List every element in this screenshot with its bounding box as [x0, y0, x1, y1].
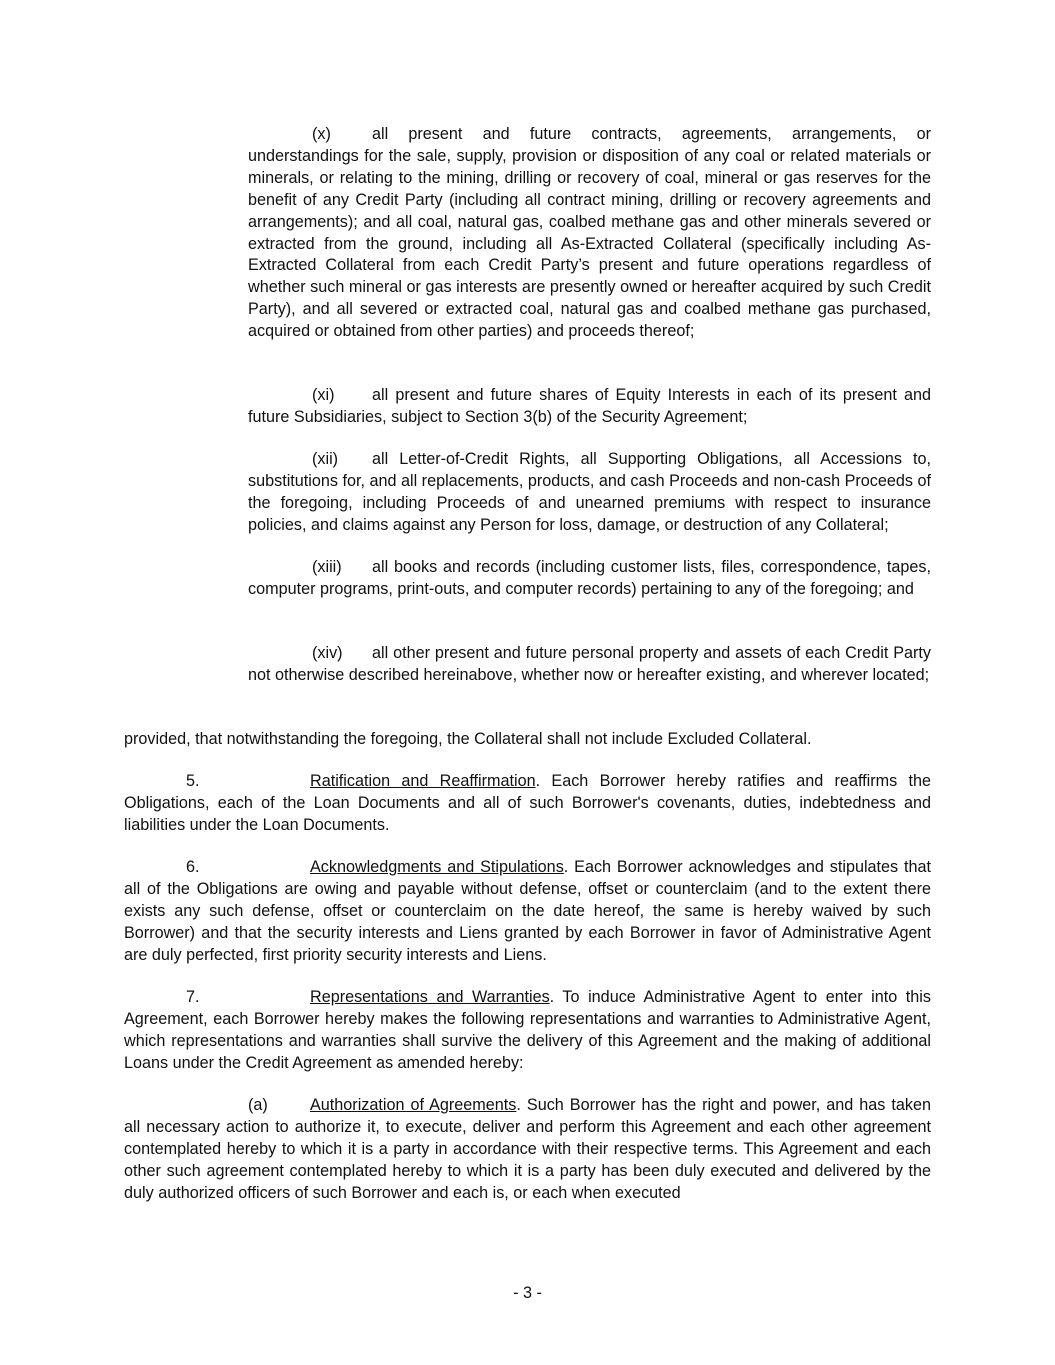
clause-text: all books and records (including customer lists, files, correspondence, tapes, computer programs, print-outs, and computer records) pertaining to any of the foregoing; and [248, 558, 931, 598]
clause-label: (xi) [312, 386, 335, 404]
section-number: 6. [186, 858, 200, 876]
clause-xiii [248, 557, 931, 601]
clause-label: (xiv) [312, 644, 343, 662]
clause-text: all other present and future personal property and assets of each Credit Party not otherwise described hereinabove, whether now or hereafter existing, and wherever located; [248, 644, 931, 684]
clause-text: all Letter-of-Credit Rights, all Supporting Obligations, all Accessions to, substitutions for, and all replacements, products, and cash Proceeds and non-cash Proceeds of the foregoing, including Proceeds of and unearned premiums with respect to insurance policies, and claims against any Person for loss, damage, or destruction of any Collateral; [248, 450, 931, 534]
section-5 [124, 771, 931, 837]
clause-xi [248, 385, 931, 429]
clause-label: (xiii) [312, 558, 342, 576]
section-heading: Acknowledgments and Stipulations [310, 858, 564, 876]
subsection-text: . Such Borrower has the right and power, and has taken all necessary action to authorize it, to execute, deliver and perform this Agreement and each other agreement contemplated hereby to which it is a party in accordance with their respective terms. This Agreement and each other such agreement contemplated hereby to which it is a party has been duly executed and delivered by the duly authorized officers of such Borrower and each is, or each when executed [124, 1096, 931, 1202]
clause-xiv [248, 643, 931, 687]
subsection-label: (a) [248, 1096, 268, 1114]
section-text: . Each Borrower acknowledges and stipulates that all of the Obligations are owing and payable without defense, offset or counterclaim (and to the extent there exists any such defense, offset or counterclaim on the date hereof, the same is hereby waived by such Borrower) and that the security interests and Liens granted by each Borrower in favor of Administrative Agent are duly perfected, first priority security interests and Liens. [124, 858, 932, 964]
section-number: 5. [186, 772, 200, 790]
clause-text: all present and future shares of Equity Interests in each of its present and future Subsidiaries, subject to Section 3(b) of the Security Agreement; [248, 386, 931, 426]
subsection-heading: Authorization of Agreements [310, 1096, 517, 1114]
section-7 [124, 987, 931, 1075]
proviso-paragraph: provided, that notwithstanding the foregoing, the Collateral shall not include Excluded Collateral. [124, 730, 812, 748]
page-number: - 3 - [513, 1284, 542, 1302]
clause-label: (xii) [312, 450, 339, 468]
section-text: . Each Borrower hereby ratifies and reaffirms the Obligations, each of the Loan Documents and all of such Borrower's covenants, duties, indebtedness and liabilities under the Loan Documents. [124, 772, 931, 834]
clause-text: all present and future contracts, agreements, arrangements, or understandings for the sale, supply, provision or disposition of any coal or related materials or minerals, or relating to the mining, drilling or recovery of coal, mineral or gas reserves for the benefit of any Credit Party (including all contract mining, drilling or recovery agreements and arrangements); and all coal, natural gas, coalbed methane gas and other minerals severed or extracted from the ground, including all As-Extracted Collateral (specifically including As-Extracted Collateral from each Credit Party’s present and future operations regardless of whether such mineral or gas interests are presently owned or hereafter acquired by such Credit Party), and all severed or extracted coal, natural gas and coalbed methane gas purchased, acquired or obtained from other parties) and proceeds thereof; [248, 125, 931, 341]
section-text: . To induce Administrative Agent to enter into this Agreement, each Borrower hereby makes the following representations and warranties to Administrative Agent, which representations and warranties shall survive the delivery of this Agreement and the making of additional Loans under the Credit Agreement as amended hereby: [124, 988, 931, 1072]
section-heading: Ratification and Reaffirmation [310, 772, 536, 790]
section-6 [124, 857, 931, 967]
clause-x [248, 124, 931, 343]
clause-xii [248, 449, 931, 537]
clause-label: (x) [312, 125, 331, 143]
section-heading: Representations and Warranties [310, 988, 550, 1006]
section-number: 7. [186, 988, 200, 1006]
section-7a [124, 1095, 931, 1205]
